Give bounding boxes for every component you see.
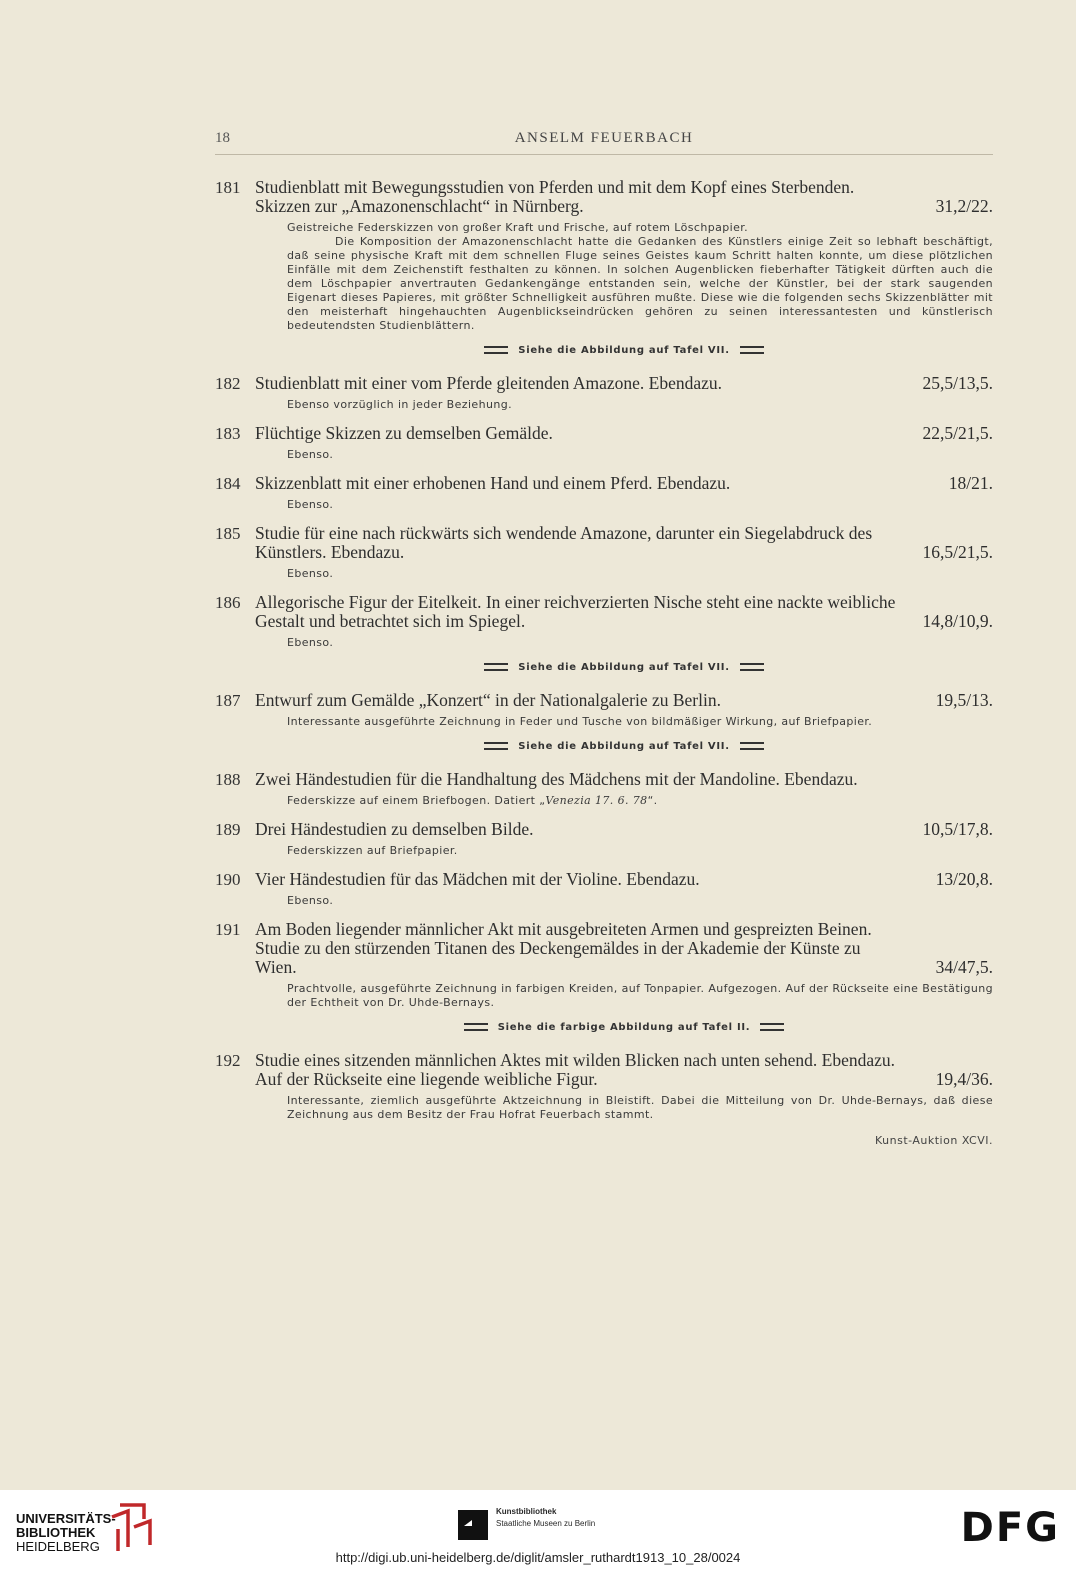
entry-number: 184 xyxy=(215,474,241,493)
double-rule-right xyxy=(740,346,764,354)
entry-dimensions: 25,5/13,5. xyxy=(922,373,993,393)
page-title: ANSELM FEUERBACH xyxy=(514,130,694,146)
entry-line-text: Zwei Händestudien für die Handhaltung des Mädchens mit der Mandoline. Ebendazu. xyxy=(255,769,858,789)
entry-dimensions: 22,5/21,5. xyxy=(922,423,993,443)
entry-line xyxy=(255,612,993,631)
entry-dimensions: 13/20,8. xyxy=(935,869,993,889)
entry-dimensions: 16,5/21,5. xyxy=(922,542,993,562)
double-rule-left xyxy=(484,663,508,671)
entry-line-text: Studie zu den stürzenden Titanen des Deckengemäldes in der Akademie der Künste zu xyxy=(255,938,861,958)
entry-line-text: Skizzenblatt mit einer erhobenen Hand und einem Pferd. Ebendazu. xyxy=(255,473,731,493)
entry-line xyxy=(255,424,993,443)
entry-line-text: Allegorische Figur der Eitelkeit. In einer reichverzierten Nische steht eine nackte weibliche xyxy=(255,592,896,612)
entry-dimensions: 19,5/13. xyxy=(935,690,993,710)
description-paragraph xyxy=(287,794,993,808)
description-text: “. xyxy=(647,794,658,807)
description-paragraph: Ebenso. xyxy=(287,448,334,461)
catalog-entry xyxy=(215,524,993,581)
entry-line xyxy=(255,939,993,958)
entry-number: 191 xyxy=(215,920,241,939)
double-rule-right xyxy=(760,1023,784,1031)
entry-line xyxy=(255,543,993,562)
entry-line-text: Am Boden liegender männlicher Akt mit ausgebreiteten Armen und gespreizten Beinen. xyxy=(255,919,872,939)
ub-heidelberg-logo-text xyxy=(16,1512,116,1554)
plate-reference xyxy=(255,741,993,752)
entry-number: 183 xyxy=(215,424,241,443)
entry-line xyxy=(255,178,993,197)
entry-dimensions: 18/21. xyxy=(948,473,993,493)
ub-heidelberg-logo-icon xyxy=(108,1499,154,1553)
entry-title xyxy=(255,870,993,889)
entry-line-text: Gestalt und betrachtet sich im Spiegel. xyxy=(255,611,526,631)
plate-reference-text: Siehe die farbige Abbildung auf Tafel II. xyxy=(497,1022,751,1033)
description-paragraph: Ebenso. xyxy=(287,636,334,649)
entry-dimensions: 31,2/22. xyxy=(935,196,993,216)
double-rule-left xyxy=(464,1023,488,1031)
description-date: Venezia 17. 6. 78 xyxy=(545,794,648,807)
entry-description xyxy=(287,894,993,908)
entry-line xyxy=(255,1051,993,1070)
entry-line-text: Studie eines sitzenden männlichen Aktes mit wilden Blicken nach unten sehend. Ebendazu. xyxy=(255,1050,896,1070)
entry-title xyxy=(255,524,993,562)
page-number: 18 xyxy=(215,130,230,146)
entry-line-text: Auf der Rückseite eine liegende weibliche Figur. xyxy=(255,1069,598,1089)
catalog-entry xyxy=(215,178,993,333)
entry-line xyxy=(255,820,993,839)
entry-title xyxy=(255,474,993,493)
footer-bar xyxy=(0,1490,1076,1569)
ub-line: HEIDELBERG xyxy=(16,1539,100,1554)
entry-description xyxy=(287,398,993,412)
entry-line-text: Wien. xyxy=(255,957,297,977)
entry-description xyxy=(287,498,993,512)
description-paragraph: Geistreiche Federskizzen von großer Kraft und Frische, auf rotem Löschpapier. xyxy=(287,221,749,234)
entry-description xyxy=(287,794,993,808)
entry-title xyxy=(255,178,993,216)
entry-description xyxy=(287,567,993,581)
description-paragraph: Ebenso. xyxy=(287,567,334,580)
double-rule-right xyxy=(740,663,764,671)
double-rule-left xyxy=(484,346,508,354)
description-paragraph: Interessante, ziemlich ausgeführte Aktzeichnung in Bleistift. Dabei die Mitteilung von Dr. Uhde-Bernays, daß diese Zeichnung aus dem Besitz der Frau Hofrat Feuerbach stammt. xyxy=(287,1094,993,1121)
entry-line xyxy=(255,920,993,939)
catalog-entry xyxy=(215,424,993,462)
entry-line xyxy=(255,474,993,493)
entry-dimensions: 19,4/36. xyxy=(935,1069,993,1089)
description-paragraph: Ebenso. xyxy=(287,894,334,907)
entry-dimensions: 34/47,5. xyxy=(935,957,993,977)
entry-title xyxy=(255,820,993,839)
entry-line-text: Entwurf zum Gemälde „Konzert“ in der Nationalgalerie zu Berlin. xyxy=(255,690,721,710)
entry-line-text: Skizzen zur „Amazonenschlacht“ in Nürnberg. xyxy=(255,196,584,216)
double-rule-right xyxy=(740,742,764,750)
entry-description xyxy=(287,636,993,650)
plate-reference xyxy=(255,1022,993,1033)
catalog-entry xyxy=(215,374,993,412)
plate-reference-text: Siehe die Abbildung auf Tafel VII. xyxy=(518,741,730,752)
entry-description xyxy=(287,844,993,858)
catalog-entry xyxy=(215,820,993,858)
entry-title xyxy=(255,770,993,789)
entry-line-text: Flüchtige Skizzen zu demselben Gemälde. xyxy=(255,423,553,443)
double-rule-left xyxy=(484,742,508,750)
entry-line xyxy=(255,524,993,543)
entry-number: 186 xyxy=(215,593,241,612)
entry-title xyxy=(255,593,993,631)
entry-line xyxy=(255,958,993,977)
entry-line-text: Studienblatt mit Bewegungsstudien von Pferden und mit dem Kopf eines Sterbenden. xyxy=(255,177,855,197)
entry-description xyxy=(287,1094,993,1122)
entry-line-text: Studie für eine nach rückwärts sich wendende Amazone, darunter ein Siegelabdruck des xyxy=(255,523,873,543)
catalog-entry xyxy=(215,691,993,729)
entry-line xyxy=(255,593,993,612)
description-paragraph: Ebenso. xyxy=(287,498,334,511)
entry-description xyxy=(287,715,993,729)
permalink-url[interactable]: http://digi.ub.uni-heidelberg.de/diglit/amsler_ruthardt1913_10_28/0024 xyxy=(335,1550,741,1565)
plate-reference-text: Siehe die Abbildung auf Tafel VII. xyxy=(518,345,730,356)
kunstbibliothek-mark-icon xyxy=(458,1510,488,1540)
entry-line xyxy=(255,691,993,710)
auction-signature: Kunst-Auktion XCVI. xyxy=(875,1134,993,1147)
catalog-entry xyxy=(215,920,993,1010)
plate-reference xyxy=(255,662,993,673)
catalog-entry xyxy=(215,593,993,650)
entry-number: 190 xyxy=(215,870,241,889)
description-paragraph: Interessante ausgeführte Zeichnung in Feder und Tusche von bildmäßiger Wirkung, auf Briefpapier. xyxy=(287,715,873,728)
description-paragraph: Ebenso vorzüglich in jeder Beziehung. xyxy=(287,398,512,411)
description-text: Federskizze auf einem Briefbogen. Datiert „ xyxy=(287,794,546,807)
entry-title xyxy=(255,691,993,710)
catalog-entries xyxy=(215,178,993,1147)
kb-line: Kunstbibliothek xyxy=(496,1507,557,1516)
entry-number: 181 xyxy=(215,178,241,197)
entry-line xyxy=(255,1070,993,1089)
entry-description xyxy=(287,982,993,1010)
entry-line-text: Studienblatt mit einer vom Pferde gleitenden Amazone. Ebendazu. xyxy=(255,373,723,393)
running-header xyxy=(215,128,993,155)
plate-reference-text: Siehe die Abbildung auf Tafel VII. xyxy=(518,662,730,673)
description-paragraph: Prachtvolle, ausgeführte Zeichnung in farbigen Kreiden, auf Tonpapier. Aufgezogen. Auf der Rückseite eine Bestätigung der Echtheit von Dr. Uhde-Bernays. xyxy=(287,982,993,1009)
dfg-logo: DFG xyxy=(960,1505,1060,1551)
ub-line: BIBLIOTHEK xyxy=(16,1525,96,1540)
entry-line xyxy=(255,770,993,789)
entry-line xyxy=(255,374,993,393)
entry-description xyxy=(287,221,993,333)
entry-number: 187 xyxy=(215,691,241,710)
catalog-entry xyxy=(215,770,993,808)
entry-number: 185 xyxy=(215,524,241,543)
catalog-entry xyxy=(215,870,993,908)
entry-description xyxy=(287,448,993,462)
description-paragraph: Die Komposition der Amazonenschlacht hatte die Gedanken des Künstlers einige Zeit so lebhaft beschäftigt, daß seine physische Kraft mit dem schnellen Fluge seines Geistes kaum Schritt halten konnte, um diese plötzlichen Einfälle mit dem Zeichenstift festhalten zu können. In solchen Augenblicken fieberhafter Tätigkeit dürften auch die dem Löschpapier anvertrauten Gedankengänge entstanden sein, welche der Künstler, bei der stark saugenden Eigenart dieses Papieres, mit größter Schnelligkeit ausführen mußte. Diese wie die folgenden sechs Skizzenblätter mit den meisterhaft hingehauchten Augenblickseindrücken gehören zu seinen interessantesten und künstlerisch bedeutendsten Studienblättern. xyxy=(287,235,993,332)
plate-reference xyxy=(255,345,993,356)
entry-number: 189 xyxy=(215,820,241,839)
entry-line-text: Vier Händestudien für das Mädchen mit der Violine. Ebendazu. xyxy=(255,869,700,889)
entry-title xyxy=(255,1051,993,1089)
entry-line-text: Drei Händestudien zu demselben Bilde. xyxy=(255,819,534,839)
entry-line xyxy=(255,197,993,216)
entry-line-text: Künstlers. Ebendazu. xyxy=(255,542,405,562)
entry-dimensions: 14,8/10,9. xyxy=(922,611,993,631)
entry-line xyxy=(255,870,993,889)
catalog-entry xyxy=(215,474,993,512)
entry-number: 192 xyxy=(215,1051,241,1070)
catalog-entry xyxy=(215,1051,993,1122)
description-paragraph: Federskizzen auf Briefpapier. xyxy=(287,844,458,857)
entry-number: 188 xyxy=(215,770,241,789)
entry-title xyxy=(255,920,993,977)
entry-number: 182 xyxy=(215,374,241,393)
entry-title xyxy=(255,424,993,443)
entry-title xyxy=(255,374,993,393)
ub-line: UNIVERSITÄTS- xyxy=(16,1511,116,1526)
entry-dimensions: 10,5/17,8. xyxy=(922,819,993,839)
kb-line: Staatliche Museen zu Berlin xyxy=(496,1519,596,1528)
